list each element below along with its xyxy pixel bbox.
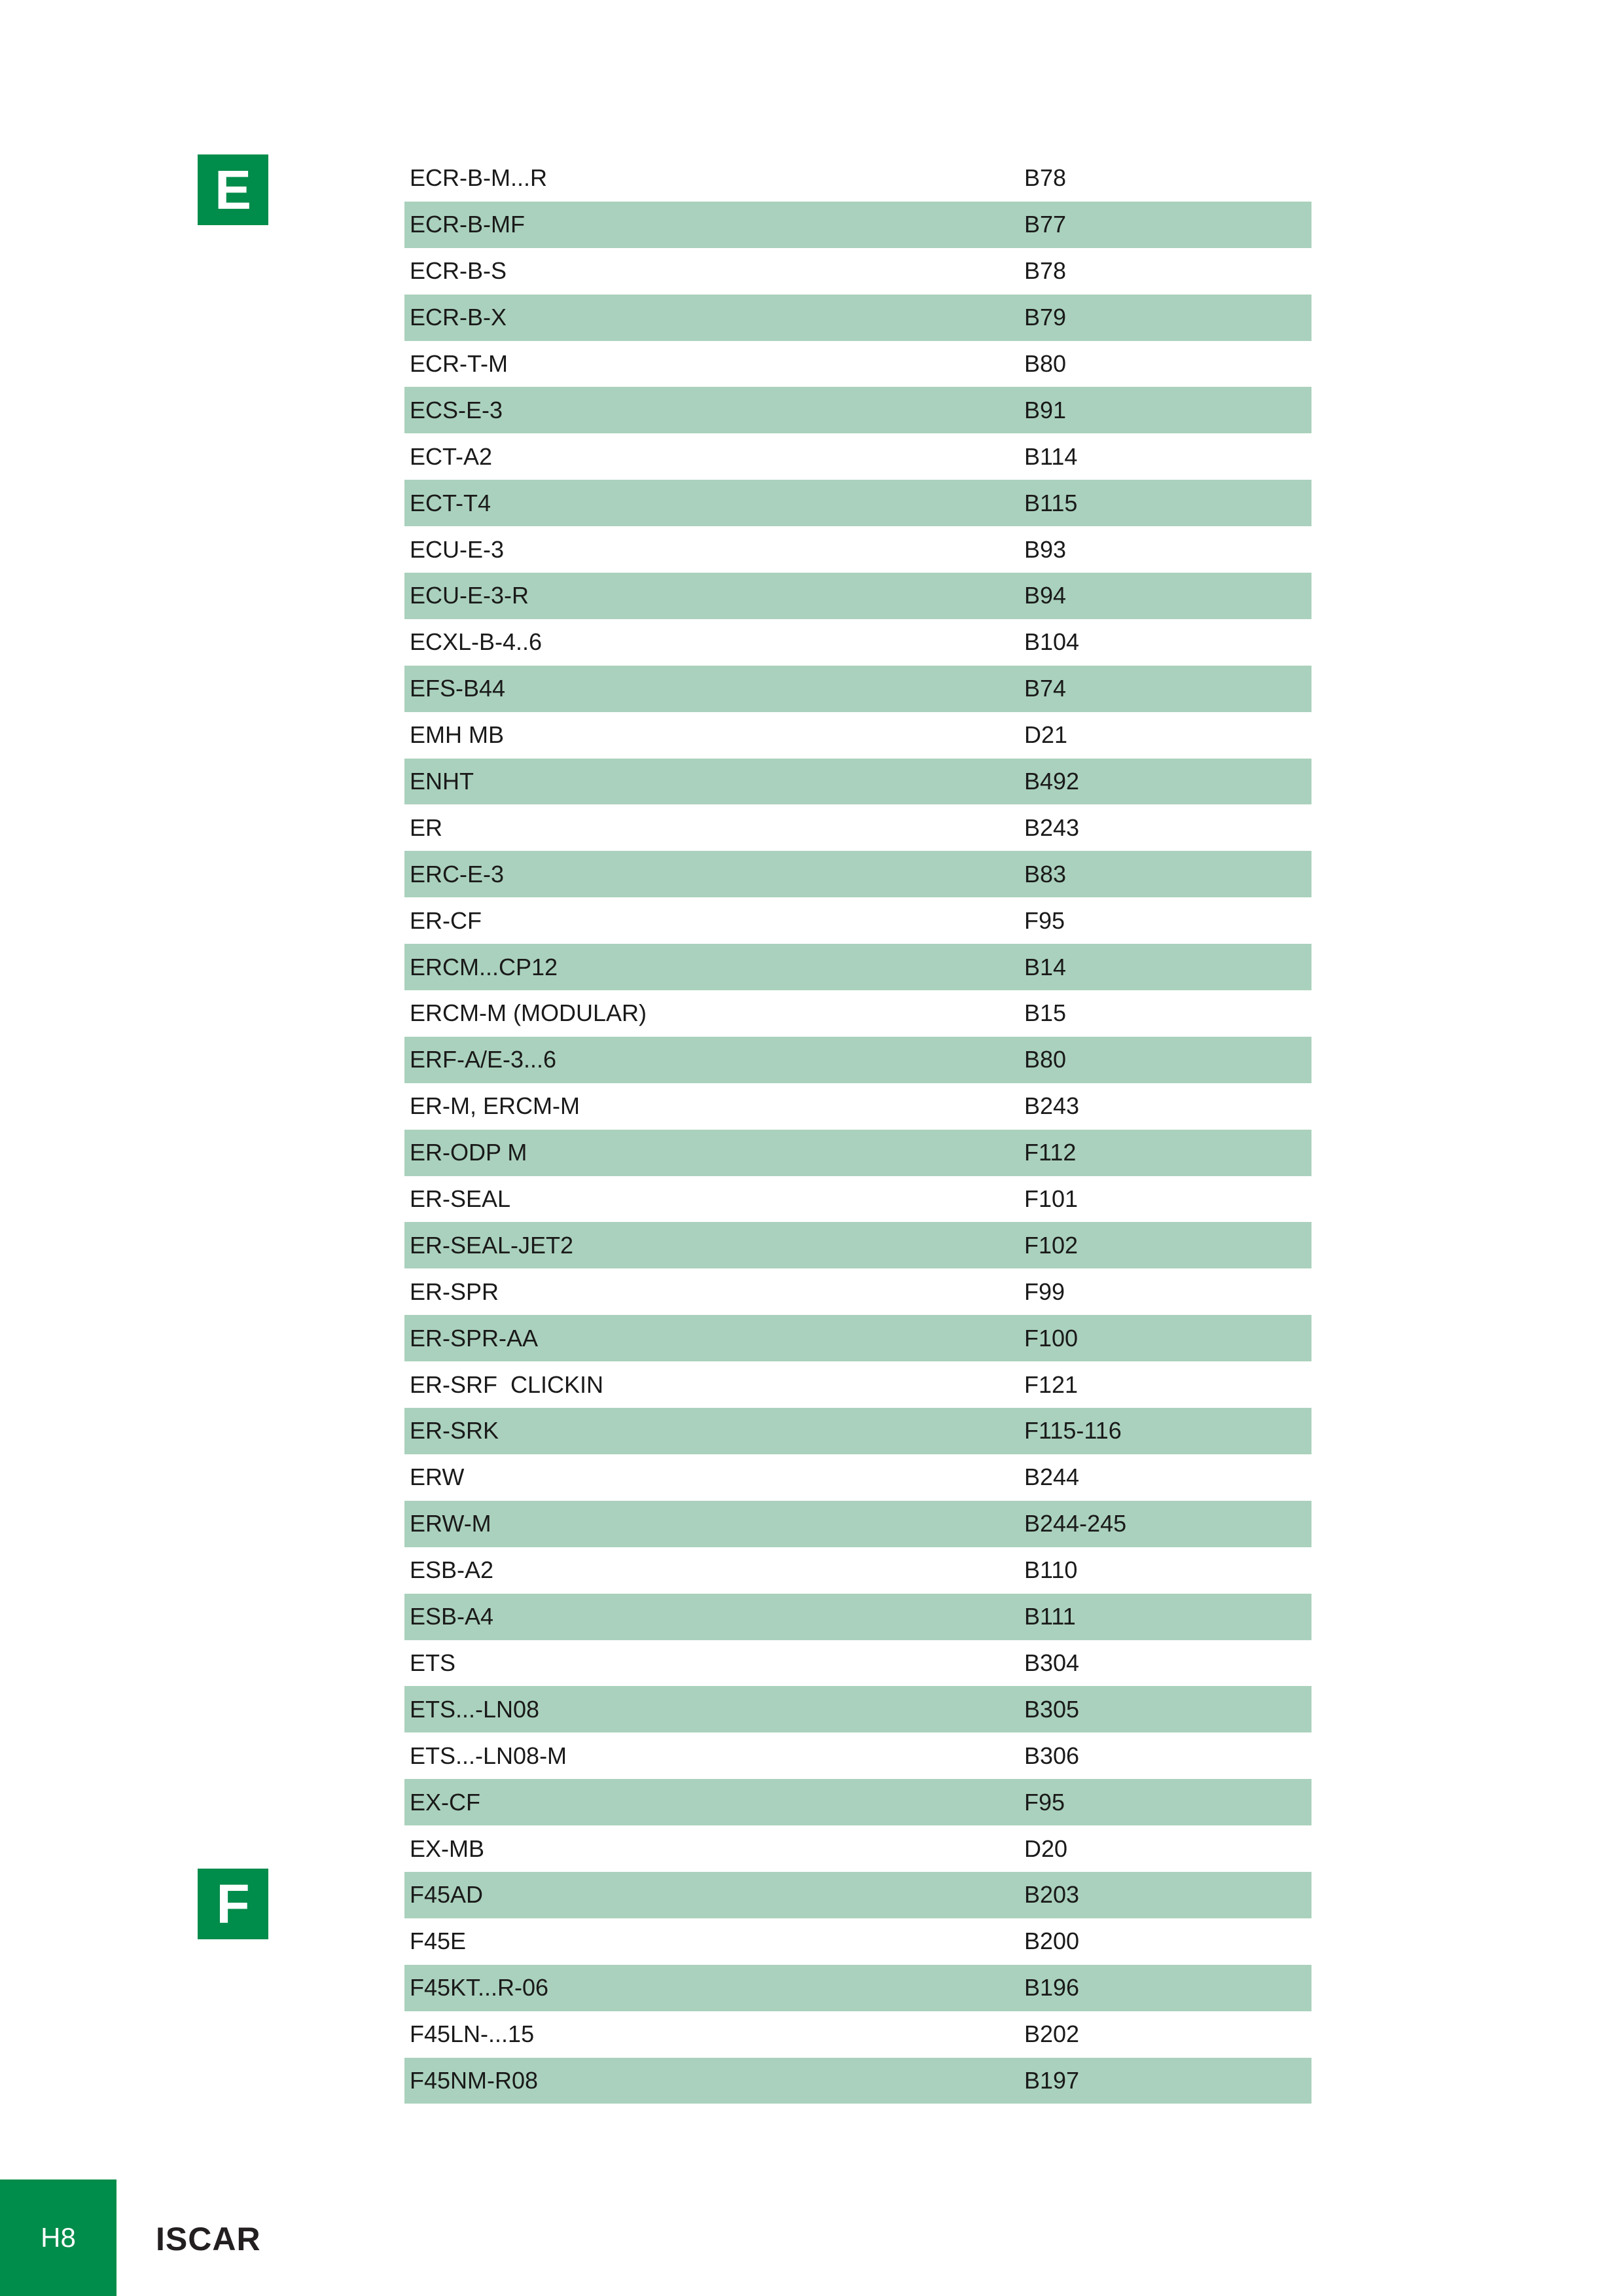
product-code: ER — [410, 814, 443, 841]
product-code: ECXL-B-4..6 — [410, 628, 543, 656]
table-row — [404, 1872, 1311, 1918]
product-code: ENHT — [410, 768, 474, 795]
table-row — [404, 944, 1311, 990]
page-reference: F102 — [1024, 1231, 1079, 1259]
table-row — [404, 1130, 1311, 1176]
page-reference: B492 — [1024, 768, 1080, 795]
page-reference: F101 — [1024, 1185, 1079, 1213]
product-code: ER-SRK — [410, 1417, 499, 1444]
page-reference: F121 — [1024, 1371, 1079, 1398]
table-row — [404, 1640, 1311, 1687]
product-code: ECT-A2 — [410, 442, 493, 470]
product-code: ER-SPR — [410, 1278, 499, 1305]
table-row — [404, 1083, 1311, 1130]
table-row — [404, 712, 1311, 759]
product-code: ECR-B-X — [410, 304, 507, 331]
table-row — [404, 1501, 1311, 1547]
page-reference: B111 — [1024, 1603, 1076, 1630]
page-reference: B305 — [1024, 1695, 1080, 1723]
table-row — [404, 851, 1311, 897]
table-row — [404, 248, 1311, 295]
page-reference: B114 — [1024, 442, 1078, 470]
product-code: ECT-T4 — [410, 489, 491, 516]
product-code: ECR-B-M...R — [410, 164, 547, 192]
page-reference: B80 — [1024, 1046, 1067, 1073]
page-reference: B243 — [1024, 1092, 1080, 1120]
page-reference: B110 — [1024, 1556, 1078, 1584]
page-reference: F115-116 — [1024, 1417, 1122, 1444]
table-row — [404, 1732, 1311, 1779]
table-row — [404, 480, 1311, 526]
product-code: ER-SRF CLICKIN — [410, 1371, 604, 1398]
table-row — [404, 155, 1311, 202]
product-code: ECU-E-3-R — [410, 582, 529, 609]
product-code: ER-ODP M — [410, 1139, 527, 1166]
product-code: ESB-A4 — [410, 1603, 494, 1630]
page-reference: B243 — [1024, 814, 1080, 841]
section-letter-e: E — [198, 154, 268, 225]
product-code: F45AD — [410, 1881, 484, 1909]
product-code: ER-SEAL — [410, 1185, 511, 1213]
table-row — [404, 341, 1311, 387]
product-code: EFS-B44 — [410, 675, 506, 702]
table-row — [404, 666, 1311, 712]
table-row — [404, 526, 1311, 573]
page-reference: B202 — [1024, 2020, 1080, 2048]
page-reference: B78 — [1024, 164, 1067, 192]
product-code: ER-M, ERCM-M — [410, 1092, 580, 1120]
table-row — [404, 2011, 1311, 2058]
table-row — [404, 897, 1311, 944]
table-row — [404, 1315, 1311, 1361]
table-row — [404, 433, 1311, 480]
product-code: ETS...-LN08 — [410, 1695, 540, 1723]
product-code: ERF-A/E-3...6 — [410, 1046, 557, 1073]
page-reference: B78 — [1024, 257, 1067, 285]
table-row — [404, 759, 1311, 805]
page-reference: B203 — [1024, 1881, 1080, 1909]
page-reference: B244 — [1024, 1463, 1080, 1491]
product-code: ERCM-M (MODULAR) — [410, 999, 647, 1027]
table-row — [404, 1965, 1311, 2011]
product-code: ER-SPR-AA — [410, 1324, 539, 1352]
page-number: H8 — [0, 2179, 116, 2296]
product-code: ER-SEAL-JET2 — [410, 1231, 574, 1259]
table-row — [404, 573, 1311, 619]
table-row — [404, 1547, 1311, 1594]
table-row — [404, 1779, 1311, 1825]
table-row — [404, 1686, 1311, 1732]
brand-logo: ISCAR — [156, 2221, 261, 2257]
product-code: F45NM-R08 — [410, 2066, 539, 2094]
page-reference: B93 — [1024, 535, 1067, 563]
product-code: ERCM...CP12 — [410, 953, 558, 980]
page-reference: B15 — [1024, 999, 1067, 1027]
product-code: ERW-M — [410, 1510, 491, 1537]
page-reference: B83 — [1024, 860, 1067, 888]
page-reference: F100 — [1024, 1324, 1079, 1352]
table-row — [404, 1918, 1311, 1965]
product-code: EX-CF — [410, 1788, 480, 1816]
page-reference: B196 — [1024, 1974, 1080, 2001]
table-row — [404, 1268, 1311, 1315]
table-row — [404, 619, 1311, 666]
page-reference: F112 — [1024, 1139, 1077, 1166]
page-reference: F95 — [1024, 906, 1065, 934]
page-reference: B197 — [1024, 2066, 1080, 2094]
product-code: ECR-B-S — [410, 257, 507, 285]
table-row — [404, 1454, 1311, 1501]
page-reference: B79 — [1024, 304, 1067, 331]
table-row — [404, 295, 1311, 341]
section-letter-f: F — [198, 1869, 268, 1939]
table-row — [404, 1176, 1311, 1223]
product-code: ECR-T-M — [410, 350, 508, 377]
product-code: ECS-E-3 — [410, 396, 503, 423]
product-code: ER-CF — [410, 906, 482, 934]
page-reference: F99 — [1024, 1278, 1065, 1305]
table-row — [404, 387, 1311, 433]
page-reference: B104 — [1024, 628, 1080, 656]
product-code: F45LN-...15 — [410, 2020, 535, 2048]
product-code: EMH MB — [410, 721, 504, 749]
page-reference: D21 — [1024, 721, 1068, 749]
page-reference: B80 — [1024, 350, 1067, 377]
table-row — [404, 1222, 1311, 1268]
page-reference: F95 — [1024, 1788, 1065, 1816]
page-reference: B91 — [1024, 396, 1067, 423]
page-reference: B306 — [1024, 1742, 1080, 1769]
product-code: ERC-E-3 — [410, 860, 505, 888]
product-code: ETS...-LN08-M — [410, 1742, 567, 1769]
product-code: F45KT...R-06 — [410, 1974, 549, 2001]
product-code: ERW — [410, 1463, 465, 1491]
page-reference: B74 — [1024, 675, 1067, 702]
product-code: ESB-A2 — [410, 1556, 494, 1584]
product-code: ETS — [410, 1649, 456, 1676]
page-reference: D20 — [1024, 1835, 1068, 1862]
page-reference: B77 — [1024, 211, 1067, 238]
table-row — [404, 1594, 1311, 1640]
product-code: F45E — [410, 1928, 467, 1955]
page-reference: B200 — [1024, 1928, 1080, 1955]
product-code: EX-MB — [410, 1835, 485, 1862]
table-row — [404, 990, 1311, 1037]
table-row — [404, 1408, 1311, 1454]
product-code: ECR-B-MF — [410, 211, 525, 238]
table-row — [404, 1037, 1311, 1083]
table-row — [404, 2058, 1311, 2104]
page-reference: B14 — [1024, 953, 1067, 980]
table-row — [404, 202, 1311, 248]
table-row — [404, 1825, 1311, 1872]
page-reference: B94 — [1024, 582, 1067, 609]
table-row — [404, 1361, 1311, 1408]
table-row — [404, 804, 1311, 851]
page-reference: B115 — [1024, 489, 1078, 516]
page-reference: B244-245 — [1024, 1510, 1127, 1537]
index-table — [404, 155, 1311, 2104]
page-reference: B304 — [1024, 1649, 1080, 1676]
product-code: ECU-E-3 — [410, 535, 505, 563]
